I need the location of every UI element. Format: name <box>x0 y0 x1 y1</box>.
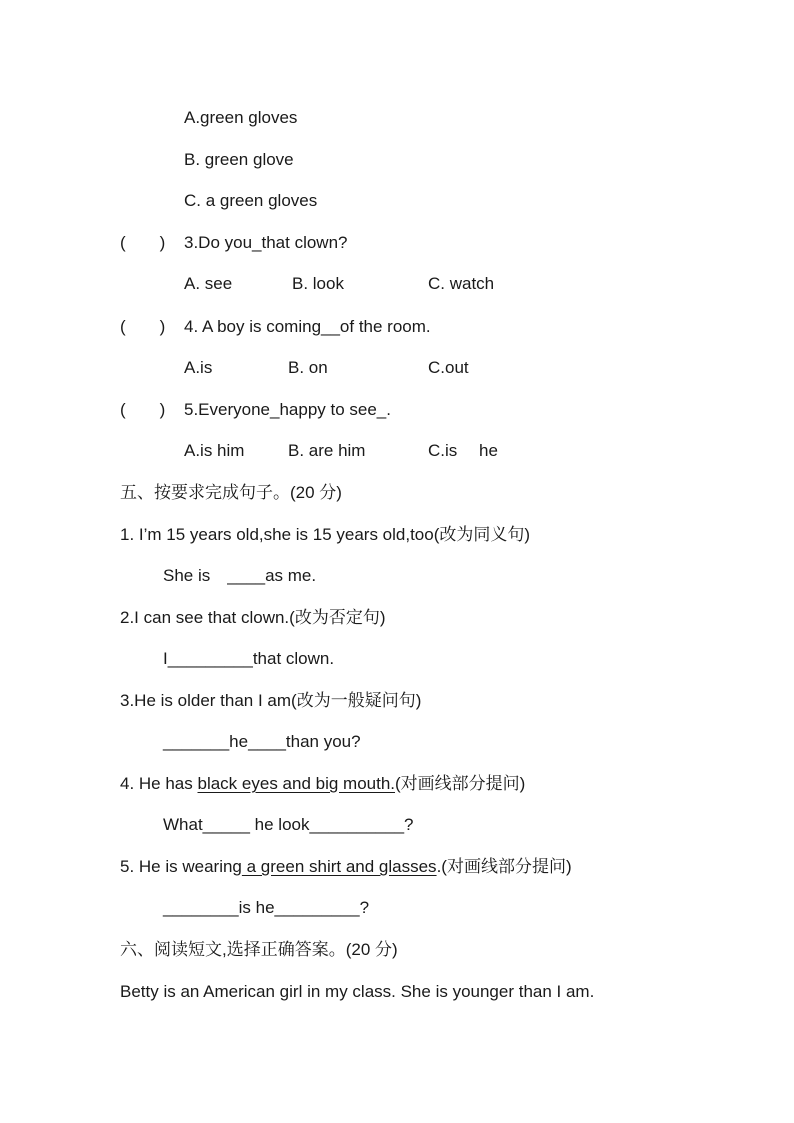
s5-item4-answer-line[interactable]: What_____ he look__________? <box>163 815 414 834</box>
q3-answer-bracket[interactable]: ( ) <box>120 233 166 252</box>
s5-item4-post: (对画线部分提问) <box>395 774 526 793</box>
section6-passage-line1: Betty is an American girl in my class. She is younger than I am. <box>120 982 595 1001</box>
s5-item5-question <box>120 856 572 878</box>
q5-option-a: A.is him <box>184 441 245 460</box>
q3-option-a: A. see <box>184 274 233 293</box>
q5-stem: 5.Everyone_happy to see_. <box>184 400 391 419</box>
q4-stem: 4. A boy is coming__of the room. <box>184 317 431 336</box>
q2-option-b: B. green glove <box>184 150 294 169</box>
section6-heading: 六、阅读短文,选择正确答案。(20 分) <box>120 940 398 959</box>
q2-option-c: C. a green gloves <box>184 191 318 210</box>
s5-item5-pre: 5. He is wearing <box>120 857 242 876</box>
q4-answer-bracket[interactable]: ( ) <box>120 317 166 336</box>
section5-heading: 五、按要求完成句子。(20 分) <box>120 483 342 502</box>
q5-option-c: C.is he <box>428 441 498 460</box>
s5-item4-underlined: black eyes and big mouth. <box>197 774 396 793</box>
s5-item2-answer-line[interactable]: I_________that clown. <box>163 649 335 668</box>
q4-option-c: C.out <box>428 358 469 377</box>
q3-option-c: C. watch <box>428 274 495 293</box>
q3-stem: 3.Do you_that clown? <box>184 233 348 252</box>
s5-item1-answer-line[interactable]: She is ____as me. <box>163 566 317 585</box>
q5-answer-bracket[interactable]: ( ) <box>120 400 166 419</box>
s5-item2-question: 2.I can see that clown.(改为否定句) <box>120 608 386 627</box>
s5-item3-question: 3.He is older than I am(改为一般疑问句) <box>120 691 422 710</box>
s5-item5-answer-line[interactable]: ________is he_________? <box>163 898 370 917</box>
q4-option-b: B. on <box>288 358 328 377</box>
q3-option-b: B. look <box>292 274 344 293</box>
s5-item5-post: .(对画线部分提问) <box>436 857 572 876</box>
q2-option-a: A.green gloves <box>184 108 298 127</box>
s5-item5-underlined: a green shirt and glasses <box>241 857 437 876</box>
s5-item3-answer-line[interactable]: _______he____than you? <box>163 732 361 751</box>
s5-item4-pre: 4. He has <box>120 774 198 793</box>
s5-item4-question <box>120 773 525 795</box>
s5-item1-question: 1. I’m 15 years old,she is 15 years old,too(改为同义句) <box>120 525 531 544</box>
q5-option-b: B. are him <box>288 441 366 460</box>
q4-option-a: A.is <box>184 358 213 377</box>
